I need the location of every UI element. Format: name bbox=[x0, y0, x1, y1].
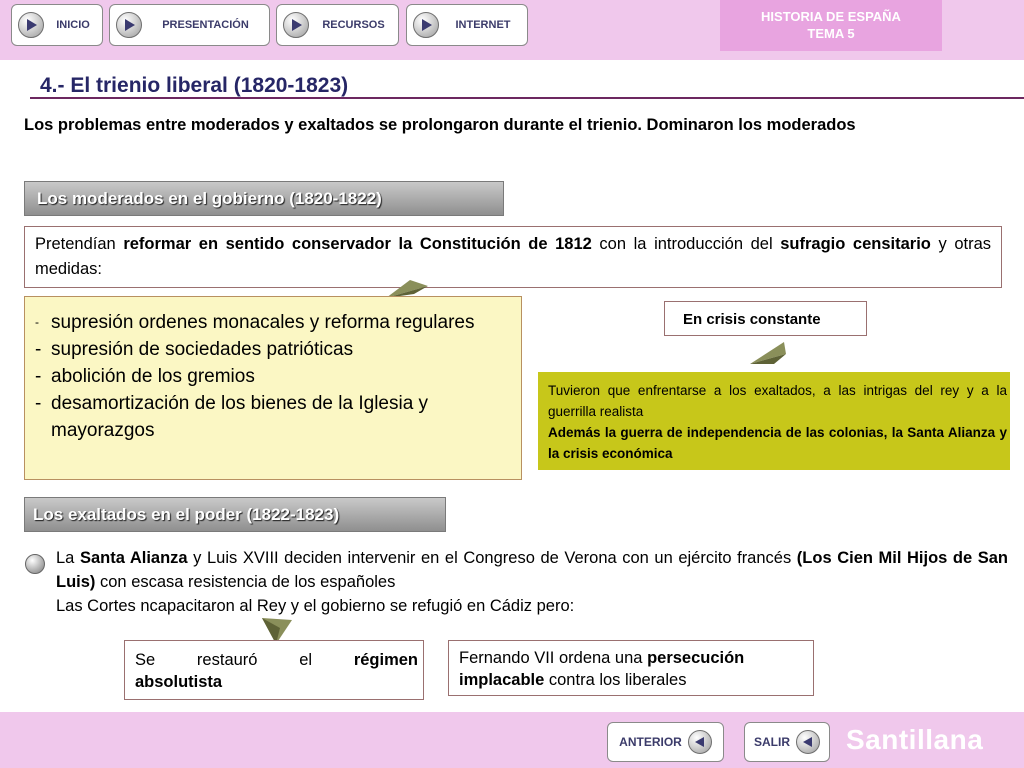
title-underline bbox=[30, 97, 1024, 99]
play-icon bbox=[116, 12, 142, 38]
intro-text: Los problemas entre moderados y exaltados se prolongaron durante el trienio. Dominaron los moderados bbox=[24, 116, 856, 134]
list-item: - supresión de sociedades patrióticas bbox=[35, 339, 354, 360]
moderados-aims-box bbox=[24, 226, 1002, 288]
anterior-label: ANTERIOR bbox=[619, 735, 682, 749]
crisis-label-box: En crisis constante bbox=[664, 301, 867, 336]
course-subject: HISTORIA DE ESPAÑA bbox=[761, 9, 901, 24]
measures-list bbox=[35, 309, 521, 444]
persecution-text-3: contra los liberales bbox=[544, 671, 687, 689]
para-text-1: La bbox=[56, 549, 80, 567]
aims-text-3: con la introducción del bbox=[591, 235, 781, 253]
crisis-detail-bold: Además la guerra de independencia de las colonias, la Santa Alianza y la crisis económica bbox=[548, 425, 1007, 461]
nav-internet-button[interactable] bbox=[406, 4, 528, 46]
salir-label: SALIR bbox=[754, 735, 790, 749]
para-text-2: Santa Alianza bbox=[79, 549, 188, 567]
list-item: - supresión ordenes monacales y reforma regulares bbox=[35, 312, 475, 333]
arrow-icon bbox=[748, 340, 788, 366]
exaltados-paragraph bbox=[56, 546, 1008, 618]
back-arrow-icon bbox=[688, 730, 712, 754]
crisis-detail-box bbox=[538, 372, 1010, 470]
para-text-4: (Los Cien Mil Hijos de San Luis) bbox=[56, 549, 1009, 591]
play-icon bbox=[413, 12, 439, 38]
absolutism-text-3: absolutista bbox=[135, 673, 223, 691]
anterior-button[interactable] bbox=[607, 722, 724, 762]
section-moderados-header: Los moderados en el gobierno (1820-1822) bbox=[24, 181, 504, 216]
nav-presentacion-label: PRESENTACIÓN bbox=[162, 19, 249, 31]
section-exaltados-header: Los exaltados en el poder (1822-1823) bbox=[24, 497, 446, 532]
play-icon bbox=[283, 12, 309, 38]
nav-recursos-button[interactable] bbox=[276, 4, 399, 46]
nav-inicio-button[interactable] bbox=[11, 4, 103, 46]
aims-text-1: Pretendían bbox=[35, 235, 124, 253]
aims-text-2: reformar en sentido conservador la Constitución de 1812 bbox=[123, 235, 592, 253]
back-arrow-icon bbox=[796, 730, 820, 754]
brand-logo: Santillana bbox=[846, 724, 984, 755]
absolutism-box bbox=[124, 640, 424, 700]
persecution-text-2: persecución implacable bbox=[459, 649, 745, 689]
persecution-text-1: Fernando VII ordena una bbox=[459, 649, 648, 667]
salir-button[interactable] bbox=[744, 722, 830, 762]
nav-inicio-label: INICIO bbox=[56, 19, 90, 31]
crisis-detail-text: Tuvieron que enfrentarse a los exaltados, a las intrigas del rey y a la guerrilla realista bbox=[548, 383, 1007, 419]
measures-list-box bbox=[24, 296, 522, 480]
play-icon bbox=[18, 12, 44, 38]
para-text-5: con escasa resistencia de los españoles bbox=[95, 573, 396, 591]
nav-presentacion-button[interactable] bbox=[109, 4, 270, 46]
para-text-6: Las Cortes ncapacitaron al Rey y el gobierno se refugió en Cádiz pero: bbox=[56, 597, 575, 615]
para-text-3: y Luis XVIII deciden intervenir en el Congreso de Verona con un ejército francés bbox=[187, 549, 797, 567]
list-item: - abolición de los gremios bbox=[35, 366, 255, 387]
course-unit: TEMA 5 bbox=[807, 26, 855, 41]
absolutism-text-2: régimen bbox=[353, 651, 418, 669]
list-item: - desamortización de los bienes de la Iglesia y mayorazgos bbox=[35, 393, 429, 441]
course-title-box bbox=[720, 0, 942, 51]
absolutism-text-1: Se restauró el bbox=[135, 651, 354, 669]
nav-recursos-label: RECURSOS bbox=[322, 19, 385, 31]
page-title: 4.- El trienio liberal (1820-1823) bbox=[40, 74, 349, 97]
aims-text-5: y otras medidas: bbox=[35, 235, 992, 278]
nav-internet-label: INTERNET bbox=[455, 19, 511, 31]
aims-text-4: sufragio censitario bbox=[780, 235, 931, 253]
bullet-icon bbox=[25, 554, 45, 574]
persecution-box bbox=[448, 640, 814, 696]
